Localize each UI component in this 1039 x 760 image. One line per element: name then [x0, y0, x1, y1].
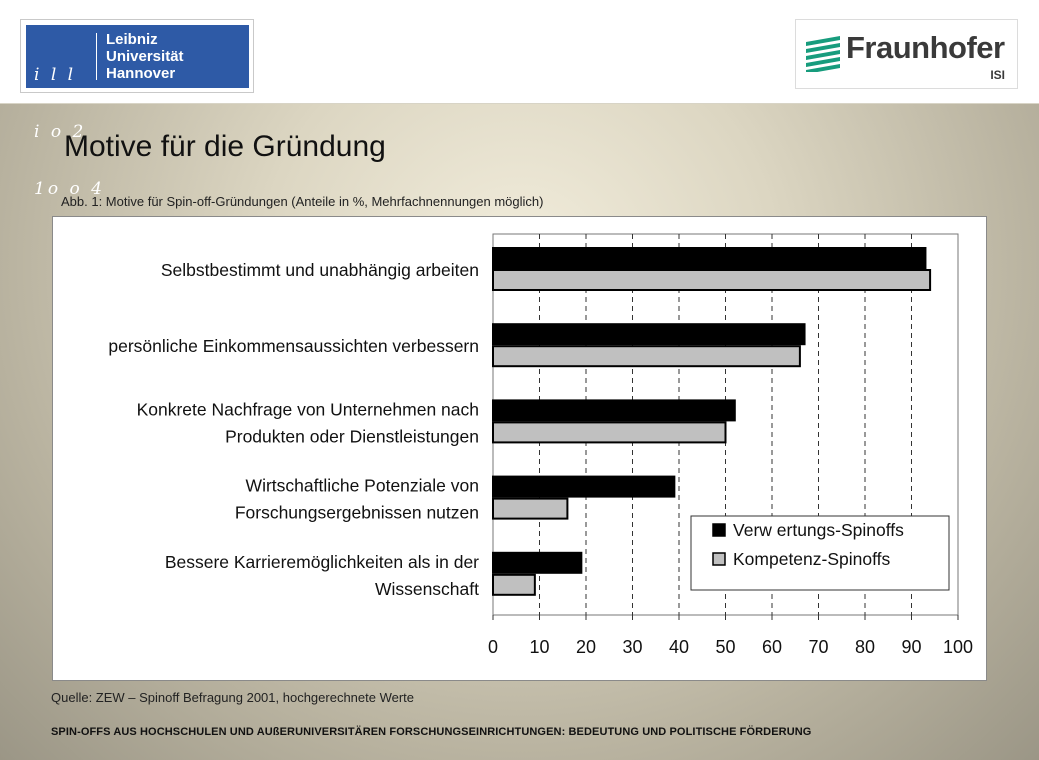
- category-label: Konkrete Nachfrage von Unternehmen nach: [136, 399, 479, 420]
- leibniz-glyph-line: 1o o 4: [34, 179, 105, 199]
- leibniz-logo-glyphs: [34, 28, 105, 199]
- legend-label: Kompetenz-Spinoffs: [733, 549, 891, 569]
- bar-verwertung: [493, 324, 805, 344]
- x-tick-label: 40: [668, 637, 690, 657]
- leibniz-logo-line: Universität: [106, 48, 184, 65]
- bar-kompetenz: [493, 346, 800, 366]
- footer-title: SPIN-OFFS AUS HOCHSCHULEN UND AUßERUNIVERSITÄREN FORSCHUNGSEINRICHTUNGEN: BEDEUTUNG UND POLITISCHE FÖRDERUNG: [51, 726, 812, 738]
- legend-swatch: [713, 553, 725, 565]
- chart-frame: [52, 216, 987, 681]
- bar-kompetenz: [493, 422, 726, 442]
- fraunhofer-name: Fraunhofer: [846, 30, 1005, 65]
- figure-caption: Abb. 1: Motive für Spin-off-Gründungen (Anteile in %, Mehrfachnennungen möglich): [61, 194, 544, 209]
- category-label: Selbstbestimmt und unabhängig arbeiten: [160, 260, 479, 280]
- category-label: Wirtschaftliche Potenziale von: [245, 475, 479, 496]
- legend-swatch: [713, 524, 725, 536]
- fraunhofer-isi-label: ISI: [990, 68, 1005, 82]
- source-note: Quelle: ZEW – Spinoff Befragung 2001, hochgerechnete Werte: [51, 690, 415, 705]
- x-tick-label: 50: [715, 637, 736, 657]
- leibniz-glyph-line: i o 2: [34, 122, 87, 142]
- category-label: Produkten oder Dienstleistungen: [225, 426, 479, 447]
- bar-verwertung: [493, 553, 581, 573]
- category-label: Forschungsergebnissen nutzen: [234, 502, 479, 523]
- x-tick-label: 90: [901, 637, 922, 657]
- page-title: Motive für die Gründung: [64, 130, 386, 163]
- bar-kompetenz: [493, 499, 567, 519]
- fraunhofer-mark-icon: [804, 32, 844, 72]
- category-label: Wissenschaft: [374, 578, 479, 599]
- bar-verwertung: [493, 248, 925, 268]
- bar-kompetenz: [493, 270, 930, 290]
- x-tick-label: 80: [854, 637, 876, 657]
- leibniz-logo-separator: [96, 33, 97, 80]
- x-tick-label: 0: [487, 637, 499, 657]
- leibniz-logo-line: Hannover: [106, 65, 176, 82]
- bar-kompetenz: [493, 575, 535, 595]
- leibniz-logo-line: Leibniz: [106, 31, 158, 48]
- category-label: Bessere Karrieremöglichkeiten als in der: [164, 551, 479, 572]
- x-tick-label: 70: [808, 637, 829, 657]
- x-tick-label: 60: [761, 637, 783, 657]
- x-tick-label: 30: [622, 637, 643, 657]
- bar-verwertung: [493, 400, 735, 420]
- legend-label: Verw ertungs-Spinoffs: [733, 520, 904, 540]
- leibniz-logo-text: [106, 31, 184, 82]
- bar-chart: [53, 217, 986, 680]
- x-tick-label: 20: [575, 637, 597, 657]
- fraunhofer-logo: [795, 19, 1018, 89]
- bar-verwertung: [493, 477, 674, 497]
- leibniz-glyph-line: i l l: [34, 65, 77, 85]
- x-tick-label: 100: [942, 637, 974, 657]
- x-tick-label: 10: [529, 637, 550, 657]
- category-label: persönliche Einkommensaussichten verbessern: [108, 336, 479, 357]
